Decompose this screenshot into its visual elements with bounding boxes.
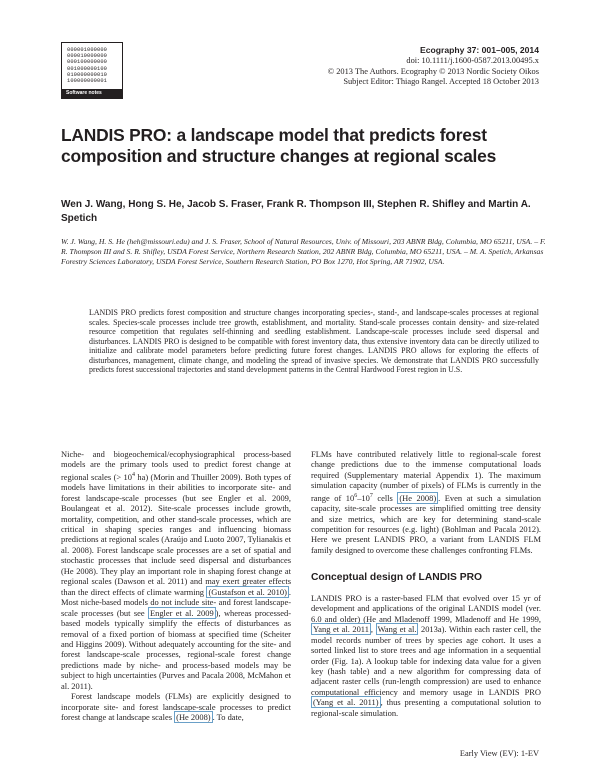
body-left-column [61, 449, 291, 723]
intro-paragraph-3: FLMs have contributed relatively little to regional-scale forest change predictions due to the immense computational loads required (Supplementary material Appendix 1). The maximum simulation capacity (number of pixels) of FLMs is currently in the range of $10^6-10^7$ cells (He 2008) . Even at such a simulation capacity, site-scale processes are simplified omitting tree density and size metrics, which are key for determining stand-scale competition for resources (e.g. light) (Bohlman and Pacala 2012). Here we present LANDIS PRO, a variant from LANDIS FLM family designed to overcome these challenges confronting FLMs. [311, 449, 541, 555]
citation-link[interactable]: (He 2008) [399, 492, 437, 503]
author-affiliations: W. J. Wang, H. S. He (heh@missouri.edu) and J. S. Fraser, School of Natural Resources, Univ. of Missouri, 203 ABNR Bldg, Columbia, MO 65211, USA. – F. R. Thompson III and S. R. Shifley, USDA Forest Service, Northern Research Station, 202 ABNR Bldg, Columbia, MO 65211, USA. – M. A. Spetich, Arkansas Forestry Sciences Laboratory, USDA Forest Service, Southern Research Station, PO Box 1270, Hot Spring, AR 71902, USA. [61, 237, 546, 266]
editor-line: Subject Editor: Thiago Rangel. Accepted 18 October 2013 [343, 77, 539, 87]
journal-header [328, 45, 539, 88]
citation-link[interactable]: (Gustafson et al. 2010) [208, 586, 287, 597]
citation-link[interactable]: Wang et al. [377, 624, 417, 635]
design-paragraph: LANDIS PRO is a raster-based FLM that evolved over 15 yr of development and applications of the original LANDIS model (ver. 6.0 and older) (He and Mladenoff 1999, Mladenoff and He 1999, Yang et al. 2011 , Wang et al. 2013a). Within each raster cell, the model records number of trees by species age cohort. It uses a sorted linked list to store trees and age information in a sequential order (Fig. 1a). A lookup table for indexing data value for a given key (hash table) and a new algorithm for compressing data of adjacent raster cells (run-length compression) are used to enhance computational efficiency and memory usage in LANDIS PRO (Yang et al. 2011) , thus presenting a computational solution to regional-scale simulation. [311, 592, 542, 718]
citation-link[interactable]: Yang et al. 2011 [313, 624, 369, 635]
citation-link[interactable]: Engler et al. 2009 [149, 607, 214, 618]
abstract: LANDIS PRO predicts forest composition and structure changes incorporating species-, stand-, and landscape-scales processes at regional scales. Species-scale processes include tree growth, establishment, and mortality. Stand-scale processes contain density- and size-related resource competition that regulates self-thinning and seedling establishment. Landscape-scale processes include seed dispersal and disturbances. LANDIS PRO is designed to be compatible with forest inventory data, thus extensive inventory data can be directly utilized to initialize and calibrate model parameters before predicting future forest changes. LANDIS PRO allows for exploring the effects of disturbances, management, climate change, and modeling the spread of invasive species. We demonstrate that LANDIS PRO successfully predicts forest successional trajectories and stand development patterns in the Central Hardwood Forest region in U.S. [89, 308, 539, 375]
software-notes-logo [61, 42, 123, 99]
logo-label: Software notes [62, 89, 122, 98]
doi-line[interactable]: doi: 10.1111/j.1600-0587.2013.00495.x [406, 55, 539, 65]
author-list: Wen J. Wang, Hong S. He, Jacob S. Fraser, Frank R. Thompson III, Stephen R. Shifley and Martin A. Spetich [61, 199, 531, 224]
intro-paragraph-1: Niche- and biogeochemical/ecophysiographical process-based models are the primary tools used to predict forest change at regional scales (> $10^4$ ha) (Morin and Thuiller 2009). Both types of models have limitations in their abilities to incorporate site- and forest landscape-scale processes (but see Engler et al. 2009, Boulangeat et al. 2012). Site-scale processes include growth, mortality, competition, and other stand-scale processes, which are critical in shaping species ranges and influencing biomass predictions at regional scales (Araújo and Luoto 2007, Tylianakis et al. 2008). Forest landscape scale processes are a set of spatial and stochastic processes that include seed dispersal and disturbances (He 2008). They play an important role in shaping forest change at regional scales (Dawson et al. 2011) and may exert greater effects than the direct effects of climate warming (Gustafson et al. 2010) . Most niche-based models do not include site- and forest landscape-scale processes (but see Engler et al. 2009 ), whereas processed-based models typically simplify the effects of disturbances as removal of a fixed portion of biomass at specified time (Scheiter and Higgins 2009). Without adequately accounting for the site- and forest landscape-scale processes, regional-scale forest change predictions made by niche- and process-based models may be subject to high uncertainties (Purves and Pacala 2008, McMahon et al. 2011). [61, 449, 292, 691]
citation-link[interactable]: (He 2008) [176, 712, 211, 723]
journal-citation: Ecography 37: 001–005, 2014 [420, 45, 539, 55]
page-footer: Early View (EV): 1-EV [459, 749, 539, 758]
intro-paragraph-2: Forest landscape models (FLMs) are explicitly designed to incorporate site- and forest landscape-scale processes to predict forest change at landscape scales (He 2008) . To date, [61, 691, 291, 723]
citation-link[interactable]: (Yang et al. 2011) [313, 697, 379, 708]
article-title: LANDIS PRO: a landscape model that predicts forest composition and structure changes at regional scales [61, 125, 497, 166]
copyright-line: © 2013 The Authors. Ecography © 2013 Nordic Society Oikos [327, 66, 539, 76]
body-right-column [311, 449, 541, 718]
logo-binary-pattern: 000001000000 000010000000 000100000000 001000000100 010000000010 100000000001 [67, 47, 108, 85]
section-heading: Conceptual design of LANDIS PRO [311, 572, 483, 584]
